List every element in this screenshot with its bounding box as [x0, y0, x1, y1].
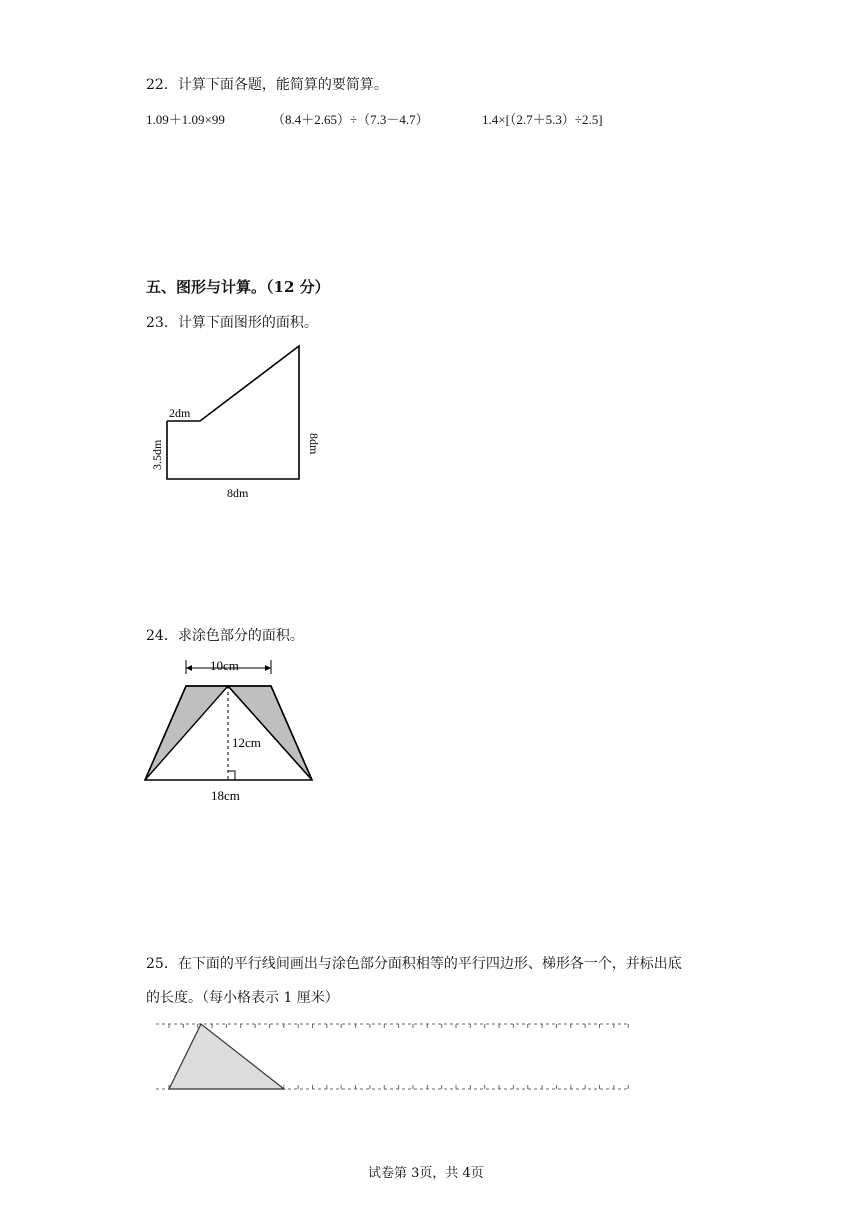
- q24-label-height: 12cm: [232, 735, 261, 750]
- q25-title-line-1: 25．在下面的平行线间画出与涂色部分面积相等的平行四边形、梯形各一个，并标出底: [146, 956, 682, 972]
- q23-figure: [140, 340, 340, 510]
- q23-label-bottom: 8dm: [227, 486, 249, 500]
- q24-shaded-left: [145, 686, 228, 780]
- q24-label-top: 10cm: [210, 658, 239, 673]
- q24-label-bottom: 18cm: [211, 788, 240, 803]
- page-footer: 试卷第 3页，共 4页: [368, 1166, 484, 1181]
- q22-expression-2: （8.4＋2.65）÷（7.3－4.7）: [272, 112, 429, 127]
- q24-figure: [140, 652, 320, 807]
- q25-title-line-2: 的长度。（每小格表示 1 厘米）: [146, 990, 339, 1006]
- q23-label-left: 3.5dm: [150, 439, 164, 470]
- q24-dim-arrow-right: [265, 665, 271, 671]
- q22-expression-3: 1.4×[（2.7＋5.3）÷2.5]: [482, 112, 603, 127]
- section-5-heading: 五、图形与计算。（12 分）: [146, 278, 330, 296]
- q24-right-angle-mark: [228, 771, 235, 780]
- q23-label-top: 2dm: [169, 406, 191, 420]
- q25-shaded-triangle: [169, 1024, 284, 1089]
- q22-expression-1: 1.09＋1.09×99: [146, 112, 225, 127]
- q24-dim-arrow-left: [186, 665, 192, 671]
- q23-label-right: 8dm: [307, 433, 321, 455]
- q22-title: 22．计算下面各题，能简算的要简算。: [146, 77, 388, 93]
- q23-title: 23．计算下面图形的面积。: [146, 315, 318, 331]
- q24-title: 24．求涂色部分的面积。: [146, 628, 304, 644]
- q25-figure: [150, 1016, 635, 1096]
